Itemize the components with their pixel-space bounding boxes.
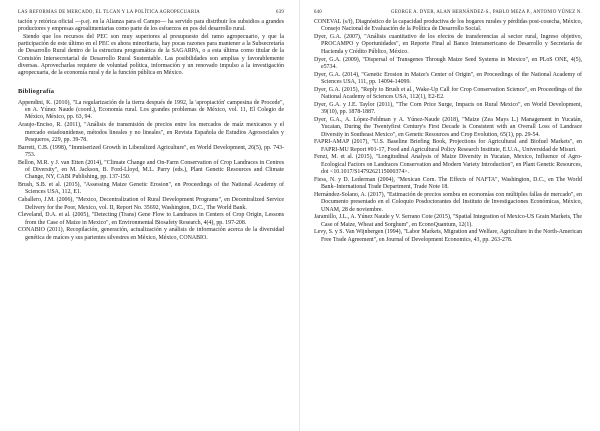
reference-entry: Dyer, G.A. y J.E. Taylor (2011), "The Corn Price Surge, Impacts on Rural Mexico", en World Development, 39(10), pp. 1878-1887. <box>314 101 582 116</box>
bibliography-heading: Bibliografía <box>18 87 55 95</box>
reference-entry: Dyer, G.A., A. López-Feldman y A. Yúnez-Naude (2018), "Maize (Zea Mays L.) Management in Yucatán, Yucatan, During the Twentyfirst Century's First Decade is Consistent with an Overall Loss of Landrace Diversity in Southeast Mexico", en Genetic Resources and Crop Evolution, 65(1), pp. 29-54. <box>314 116 582 138</box>
right-page <box>300 0 600 431</box>
reference-entry: Dyer, G.A. (2015), "Reply to Brush et al., Wake-Up Call for Crop Conservation Science", en Proceedings of the National Academy of Sciences USA, 112(1), E2-E2. <box>314 86 582 100</box>
body-paragraph: Siendo que los recursos del PEC son muy superiores al presupuesto del ramo agropecuario, y que la participación de este último en el PEC es ahora minoritaria, hay pocas razones para mantener a la Subsecretaría de Desarrollo Rural dentro de la estructura programática de la SAGARPA, o a esta última como titular de la Comisión Intersecretarial de Desarrollo Rural Sustentable. Las posibilidades son amplias y favorablemente diversas. Aprovecharlas requiere de voluntad política, información y un renovado impulso a la investigación agropecuaria, de la economía rural y de la función pública en México. <box>18 33 284 77</box>
reference-entry: CONEVAL (s/f), Diagnóstico de la capacidad productiva de los hogares rurales y pérdidas post-cosecha, México, Consejo Nacional de Evaluación de la Política de Desarrollo Social. <box>314 19 582 33</box>
reference-entry: Dyer, G.A. (2007), "Análisis cuantitativo de los efectos de transferencias al sector rural, Ingreso objetivo, PROCAMPO y Oportunidades", en Reporte Final al Banco Interamericano de Desarrollo y Secretaría de Hacienda y Crédito Público, México. <box>314 34 582 55</box>
right-running-head-authors: GEORGE A. DYER, ALAN HERNÁNDEZ-S., PABLO MEZA P., ANTONIO YÚNEZ N. <box>390 10 582 15</box>
left-reference-list <box>18 100 284 242</box>
reference-entry: CONABIO (2011), Recopilación, generación, actualización y análisis de información acerca de la diversidad genética de maíces y sus parientes silvestres en México, México, CONABIO. <box>18 227 284 241</box>
reference-entry: Dyer, G.A. (2009), "Dispersal of Transgenes Through Maize Seed Systems in Mexico", en PLoS ONE, 4(5), e5734. <box>314 56 582 70</box>
reference-entry: Appendini, K. (2010), "La regularización de la tierra después de 1992, la 'apropiación' campesina de Procede", en A. Yúnez Naude (coord.), Economía rural. Los grandes problemas de México, vol. 11, El Colegio de México, México, pp. 63, 94. <box>18 99 284 121</box>
reference-entry: Araujo-Enciso, R. (2011), "Análisis de transmisión de precios entre los mercados de maíz mexicanos y el mercado estadounidense, métodos lineales y no lineales", en Revista Española de Estudios Agrosociales y Pesqueros, 229, pp. 39-78. <box>18 122 284 143</box>
reference-entry: Barrett, C.B. (1998), "Immiserized Growth in Liberalized Agriculture", en World Development, 26(5), pp. 743-753. <box>18 144 284 158</box>
left-page-number: 639 <box>276 10 284 15</box>
reference-entry: Cleveland, D.A. et al. (2005), "Detecting (Trans) Gene Flow to Landraces in Centers of Crop Origin, Lessons from the Case of Maize in Mexico", en Environmental Biosafety Research, 4(4), pp. 197-208. <box>18 212 284 226</box>
reference-entry: Hernández-Solano, A. (2017), "Estimación de precios sombra en economías con múltiples fallas de mercado", en Documento presentado en el Coloquio Posdoctorantes del Instituto de Investigaciones Económicas, México, UNAM, 28 de noviembre. <box>314 191 582 213</box>
reference-entry: Bellon, M.R. y J. van Etten (2014), "Climate Change and On-Farm Conservation of Crop Landraces in Centres of Diversity", en M. Jackson, B. Ford-Lloyd, M.L. Parry (eds.), Plant Genetic Resources and Climate Change, NY, CABI Publishing, pp. 137-150. <box>18 159 284 181</box>
reference-entry: Fiess, N. y D. Lederman (2004), "Mexican Corn. The Effects of NAFTA", Washington, D.C., en The World Bank–International Trade Department, Trade Note 18. <box>314 176 582 191</box>
right-reference-list <box>314 19 582 244</box>
right-page-number: 640 <box>314 10 322 15</box>
reference-entry: Caballero, J.M. (2006), "Mexico, Decentralization of Rural Development Programs", en Decentralized Service Delivery for the Poor, Mexico, vol. II, Report No. 35692, Washington, D.C., The World Bank. <box>18 197 284 211</box>
reference-entry: Fenzi, M. et al. (2015), "Longitudinal Analysis of Maize Diversity in Yucatan, Mexico, Influence of Agro-Ecological Factors on Landraces Conservation and Modern Variety Introduction", en Plant Genetic Resources, doi <10.1017/S1479262115000374>. <box>314 154 582 175</box>
right-running-header <box>314 10 582 15</box>
reference-entry: Jaramillo, J.L., A. Yúnez Naude y V. Serrano Cote (2015), "Spatial Integration of Mexico-US Grain Markets, The Case of Maize, Wheat and Sorghum", en EconoQuantum, 12(1). <box>314 214 582 228</box>
reference-entry: Levy, S. y S. Van Wijnbergen (1994), "Labor Markets, Migration and Welfare, Agriculture in the North-American Free Trade Agreement", en Journal of Development Economics, 43, pp. 263-278. <box>314 229 583 243</box>
reference-entry: FAPRI-AMAP (2017), "U.S. Baseline Briefing Book, Projections for Agricultural and Biofuel Markets", en FAPRI-MU Report #01-17, Food and Agricultural Policy Research Institute, E.U.A., Universidad de Misuri. <box>314 139 582 153</box>
left-running-header <box>18 10 284 15</box>
body-paragraph: tación y retórica oficial —p.ej. en la Alianza para el Campo— ha servido para distribuir los subsidios a grandes productores y empresas agroalimentarias como parte de los esfuerzos en pos del desarrollo rural. <box>18 19 284 33</box>
reference-entry: Brush, S.B. et al. (2015), "Assessing Maize Genetic Erosion", en Proceedings of the National Academy of Sciences USA, 112, E1. <box>18 182 284 196</box>
left-running-head-title: LAS REFORMAS DE MERCADO, EL TLCAN Y LA POLÍTICA AGROPECUARIA <box>18 10 201 15</box>
reference-entry: Dyer, G.A. (2014), "Genetic Erosion in Maize's Center of Origin", en Proceedings of the National Academy of Sciences USA, 111, pp. 14094-14099. <box>314 71 582 85</box>
